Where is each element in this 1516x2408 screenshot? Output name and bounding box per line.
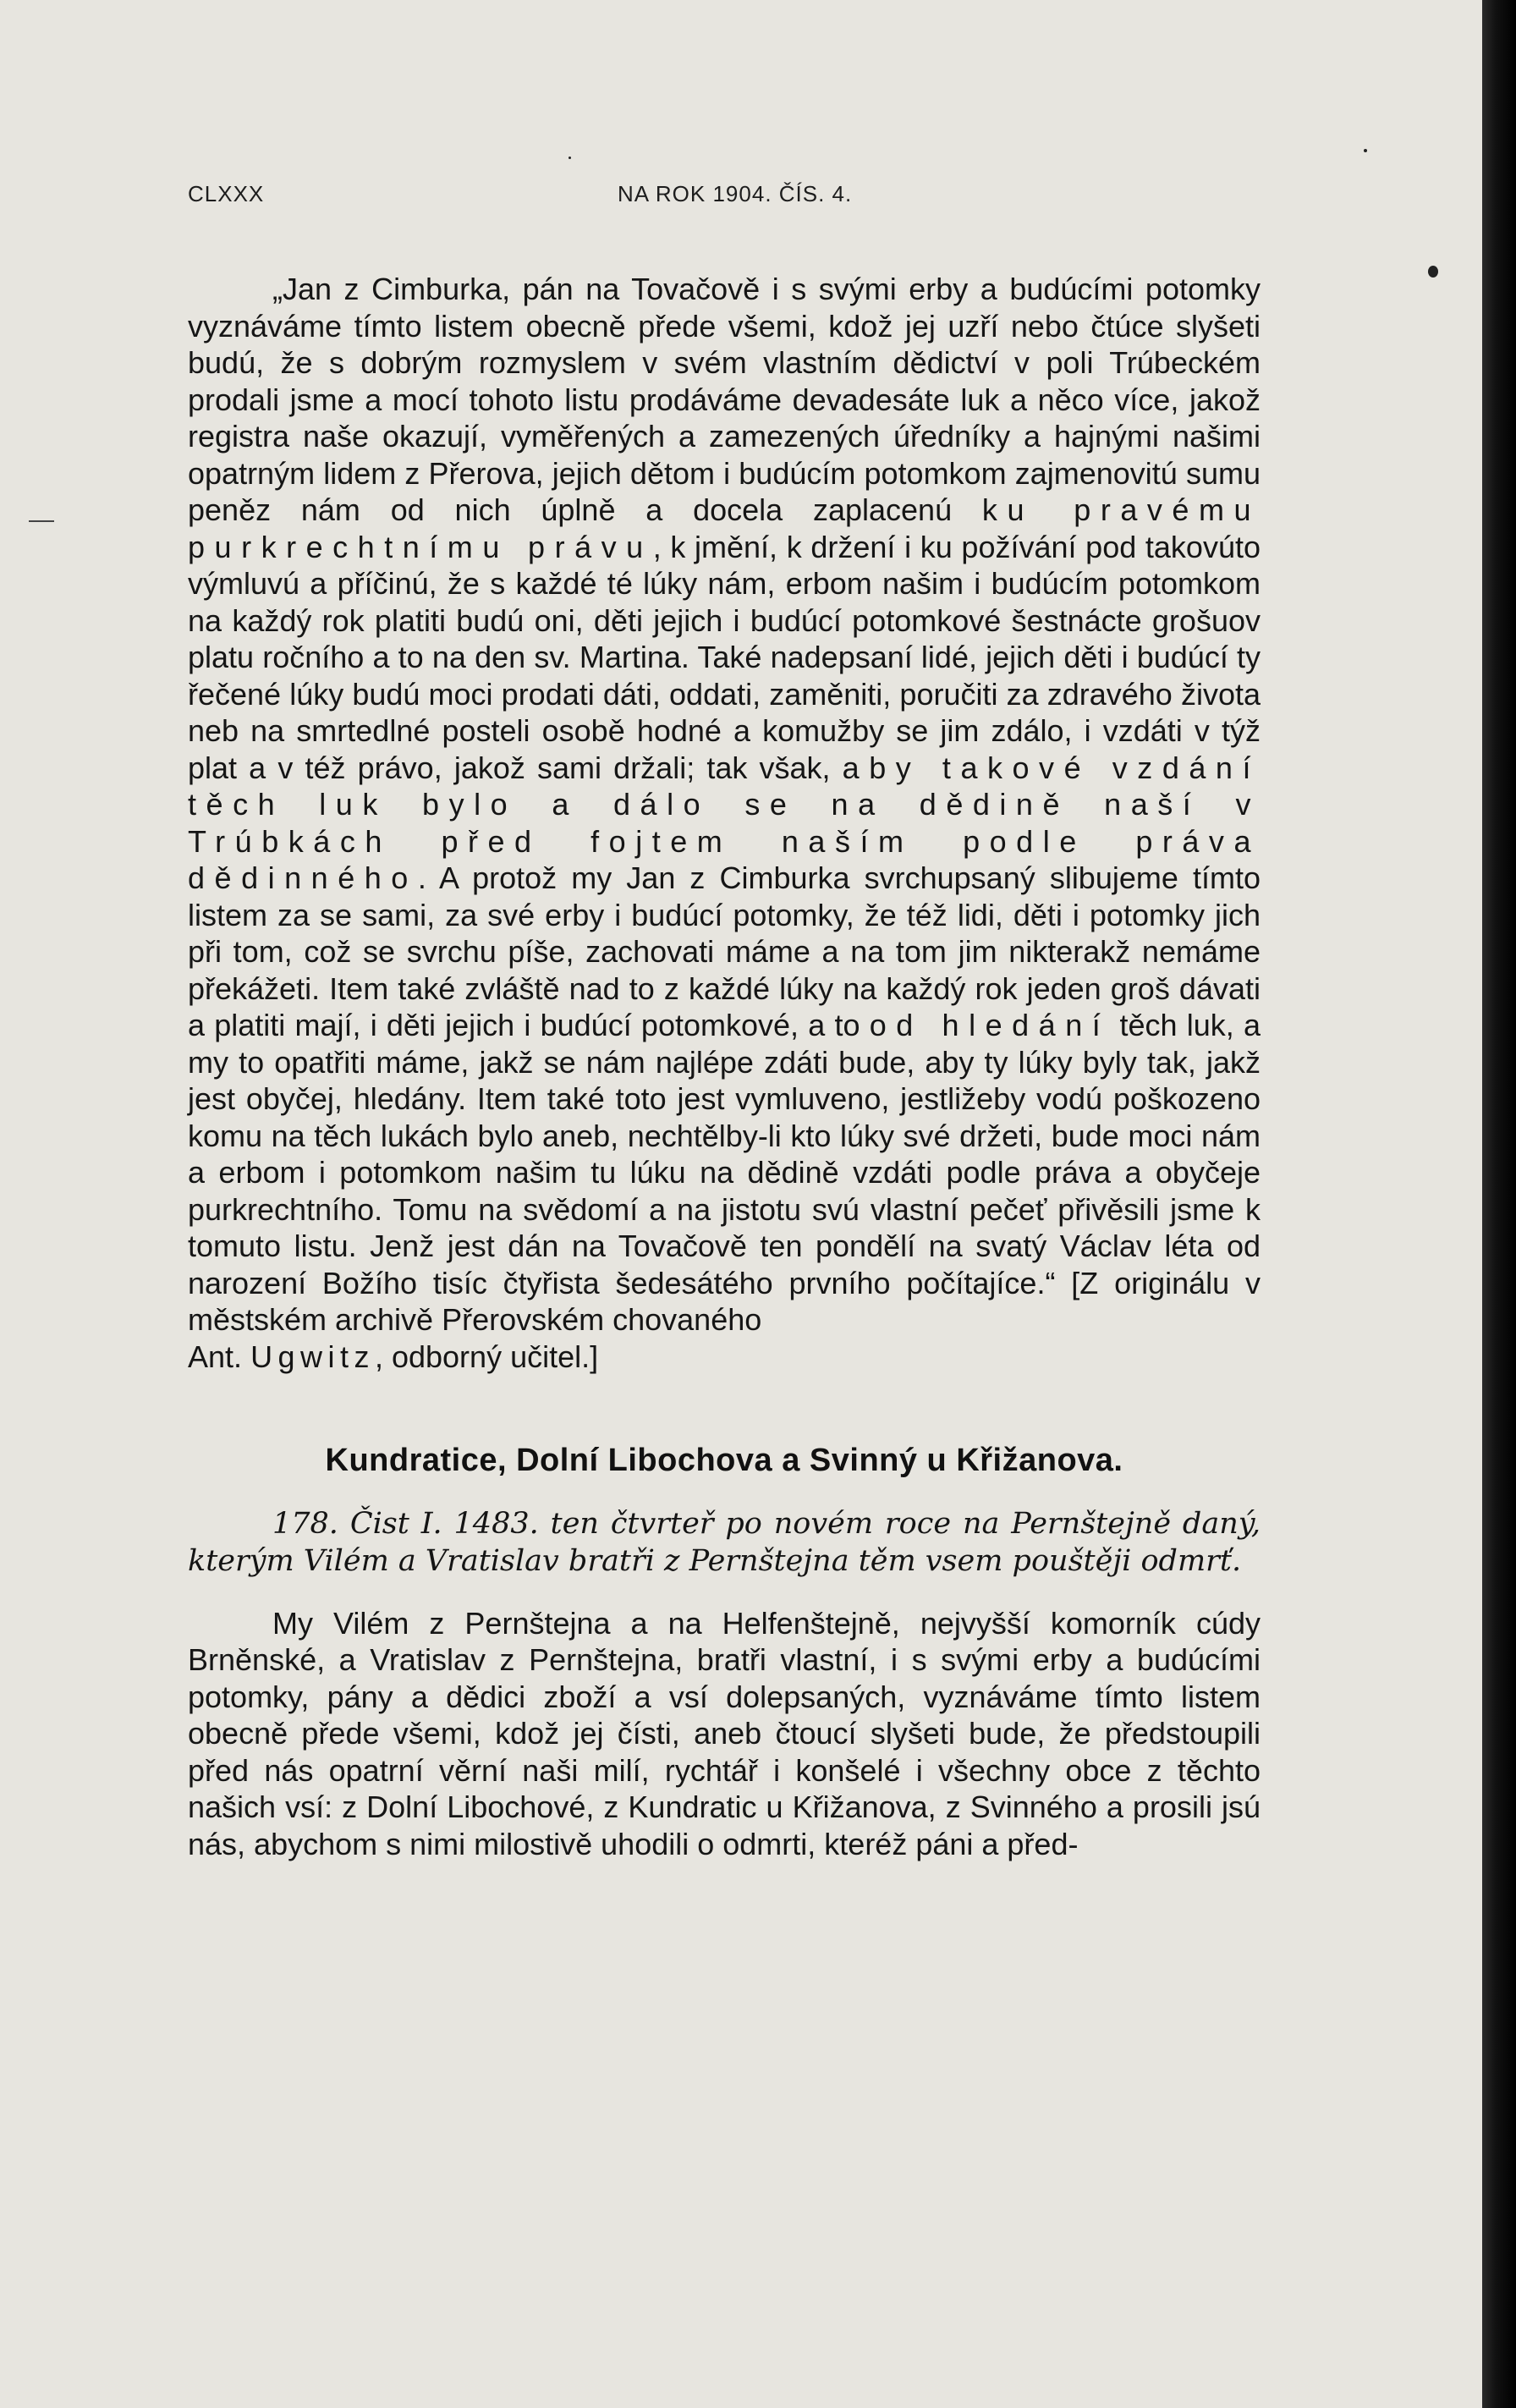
speck: [568, 157, 571, 159]
header-title: NA ROK 1904. ČÍS. 4.: [618, 181, 853, 206]
author-signature: [188, 1339, 1261, 1376]
speck: [1428, 266, 1438, 278]
section-heading: Kundratice, Dolní Libochova a Svinný u Křižanova.: [325, 1443, 1123, 1478]
spaced-text: ku pravému purkrechtnímu právu: [188, 492, 1261, 564]
text-run: , k jmění, k držení i ku požívání pod takovúto výmluvú a příčinú, že s každé té lúky nám, erbom našim i budúcím potomkom na každý rok platiti budú oni, děti jejich i budúcí potomkové šestnácte grošuov platu ročního a to na den sv. Martina. Také nadepsaní lidé, jejich děti i budúcí ty řečené lúky budú moci prodati dáti, oddati, zaměniti, poručiti za zdravého života neb na smrtedlné posteli osobě hodné a komužby se jim zdálo, i vzdáti v týž plat a v též právo, jakož sami držali; tak však,: [188, 529, 1261, 785]
entry-summary: 178. Čist I. 1483. ten čtvrteř po novém roce na Pernštejně daný, kterým Vilém a Vratislav bratři z Pernštejna těm vsem pouštěji odmrť.: [188, 1506, 1261, 1578]
spaced-text: od hledání: [869, 1008, 1111, 1042]
spaced-text: aby takové vzdání těch luk bylo a dálo se na dědině naší v Trúbkách před fojtem naším podle práva dědinného: [188, 750, 1261, 895]
margin-mark: [29, 520, 54, 522]
text-run: těch luk, a my to opatřiti máme, jakž se nám najlépe zdáti bude, aby ty lúky byly tak, jakž jest obyčej, hledány. Item také toto jest vymluveno, jestližeby vodú poškozeno komu na těch lukách bylo aneb, nechtělby-li kto lúky své držeti, bude moci nám a erbom i potomkom našim tu lúku na dědině vzdáti podle práva a obyčeje purkrechtního. Tomu na svědomí a na jistotu svú vlastní pečeť přivěsili jsme k tomuto listu. Jenž jest dán na Tovačově ten pondělí na svatý Václav léta od narození Božího tisíc čtyřista šedesátého prvního počítajíce.“ [Z originálu v městském archivě Přerovském chovaného: [188, 1008, 1261, 1337]
signature-name: Ugwitz: [250, 1339, 375, 1374]
text-run: . A protož my Jan z Cimburka svrchupsaný slibujeme tímto listem za se sami, za své erby i budúcí potomky, že též lidi, děti i potomky jich při tom, což se svrchu píše, zachovati máme a na tom jim nikterakž nemáme překážeti. Item také zvláště nad to z každé lúky na každý rok jeden groš dávati a platiti mají, i děti jejich i budúcí potomkové, a to: [188, 860, 1261, 1042]
folio-number: CLXXX: [188, 181, 265, 206]
charter-paragraph-2: My Vilém z Pernštejna a na Helfenštejně, nejvyšší komorník cúdy Brněnské, a Vratislav z Pernštejna, bratři vlastní, i s svými erby a budúcími potomky, pány a dědici zboží a vsí dolepsaných, vyznáváme tímto listem obecně přede všemi, kdož jej čísti, aneb čtoucí slyšeti bude, že předstoupili před nás opatrní věrní naši milí, rychtář i konšelé i všechny obce z těchto našich vsí: z Dolní Libochové, z Kundratic u Křižanova, z Svinného a prosili jsú nás, abychom s nimi milostivě uhodili o odmrti, kteréž páni a před-: [188, 1605, 1261, 1861]
scan-edge: [1482, 0, 1516, 2408]
page-body: [188, 271, 1261, 1862]
signature-suffix: , odborný učitel.]: [374, 1339, 599, 1374]
speck: [1364, 149, 1367, 152]
text-run: „Jan z Cimburka, pán na Tovačově i s svými erby a budúcími potomky vyznáváme tímto listem obecně přede všemi, kdož jej uzří nebo čtúce slyšeti budú, že s dobrým rozmyslem v svém vlastním dědictví v poli Trúbeckém prodali jsme a mocí tohoto listu prodáváme devadesáte luk a něco více, jakož registra naše okazují, vyměřených a zamezených úředníky a hajnými našimi opatrným lidem z Přerova, jejich dětom i budúcím potomkom zajmenovitú sumu peněz nám od nich úplně a docela zaplacenú: [188, 272, 1261, 527]
signature-prefix: Ant.: [188, 1339, 243, 1374]
charter-paragraph: [188, 271, 1261, 1339]
